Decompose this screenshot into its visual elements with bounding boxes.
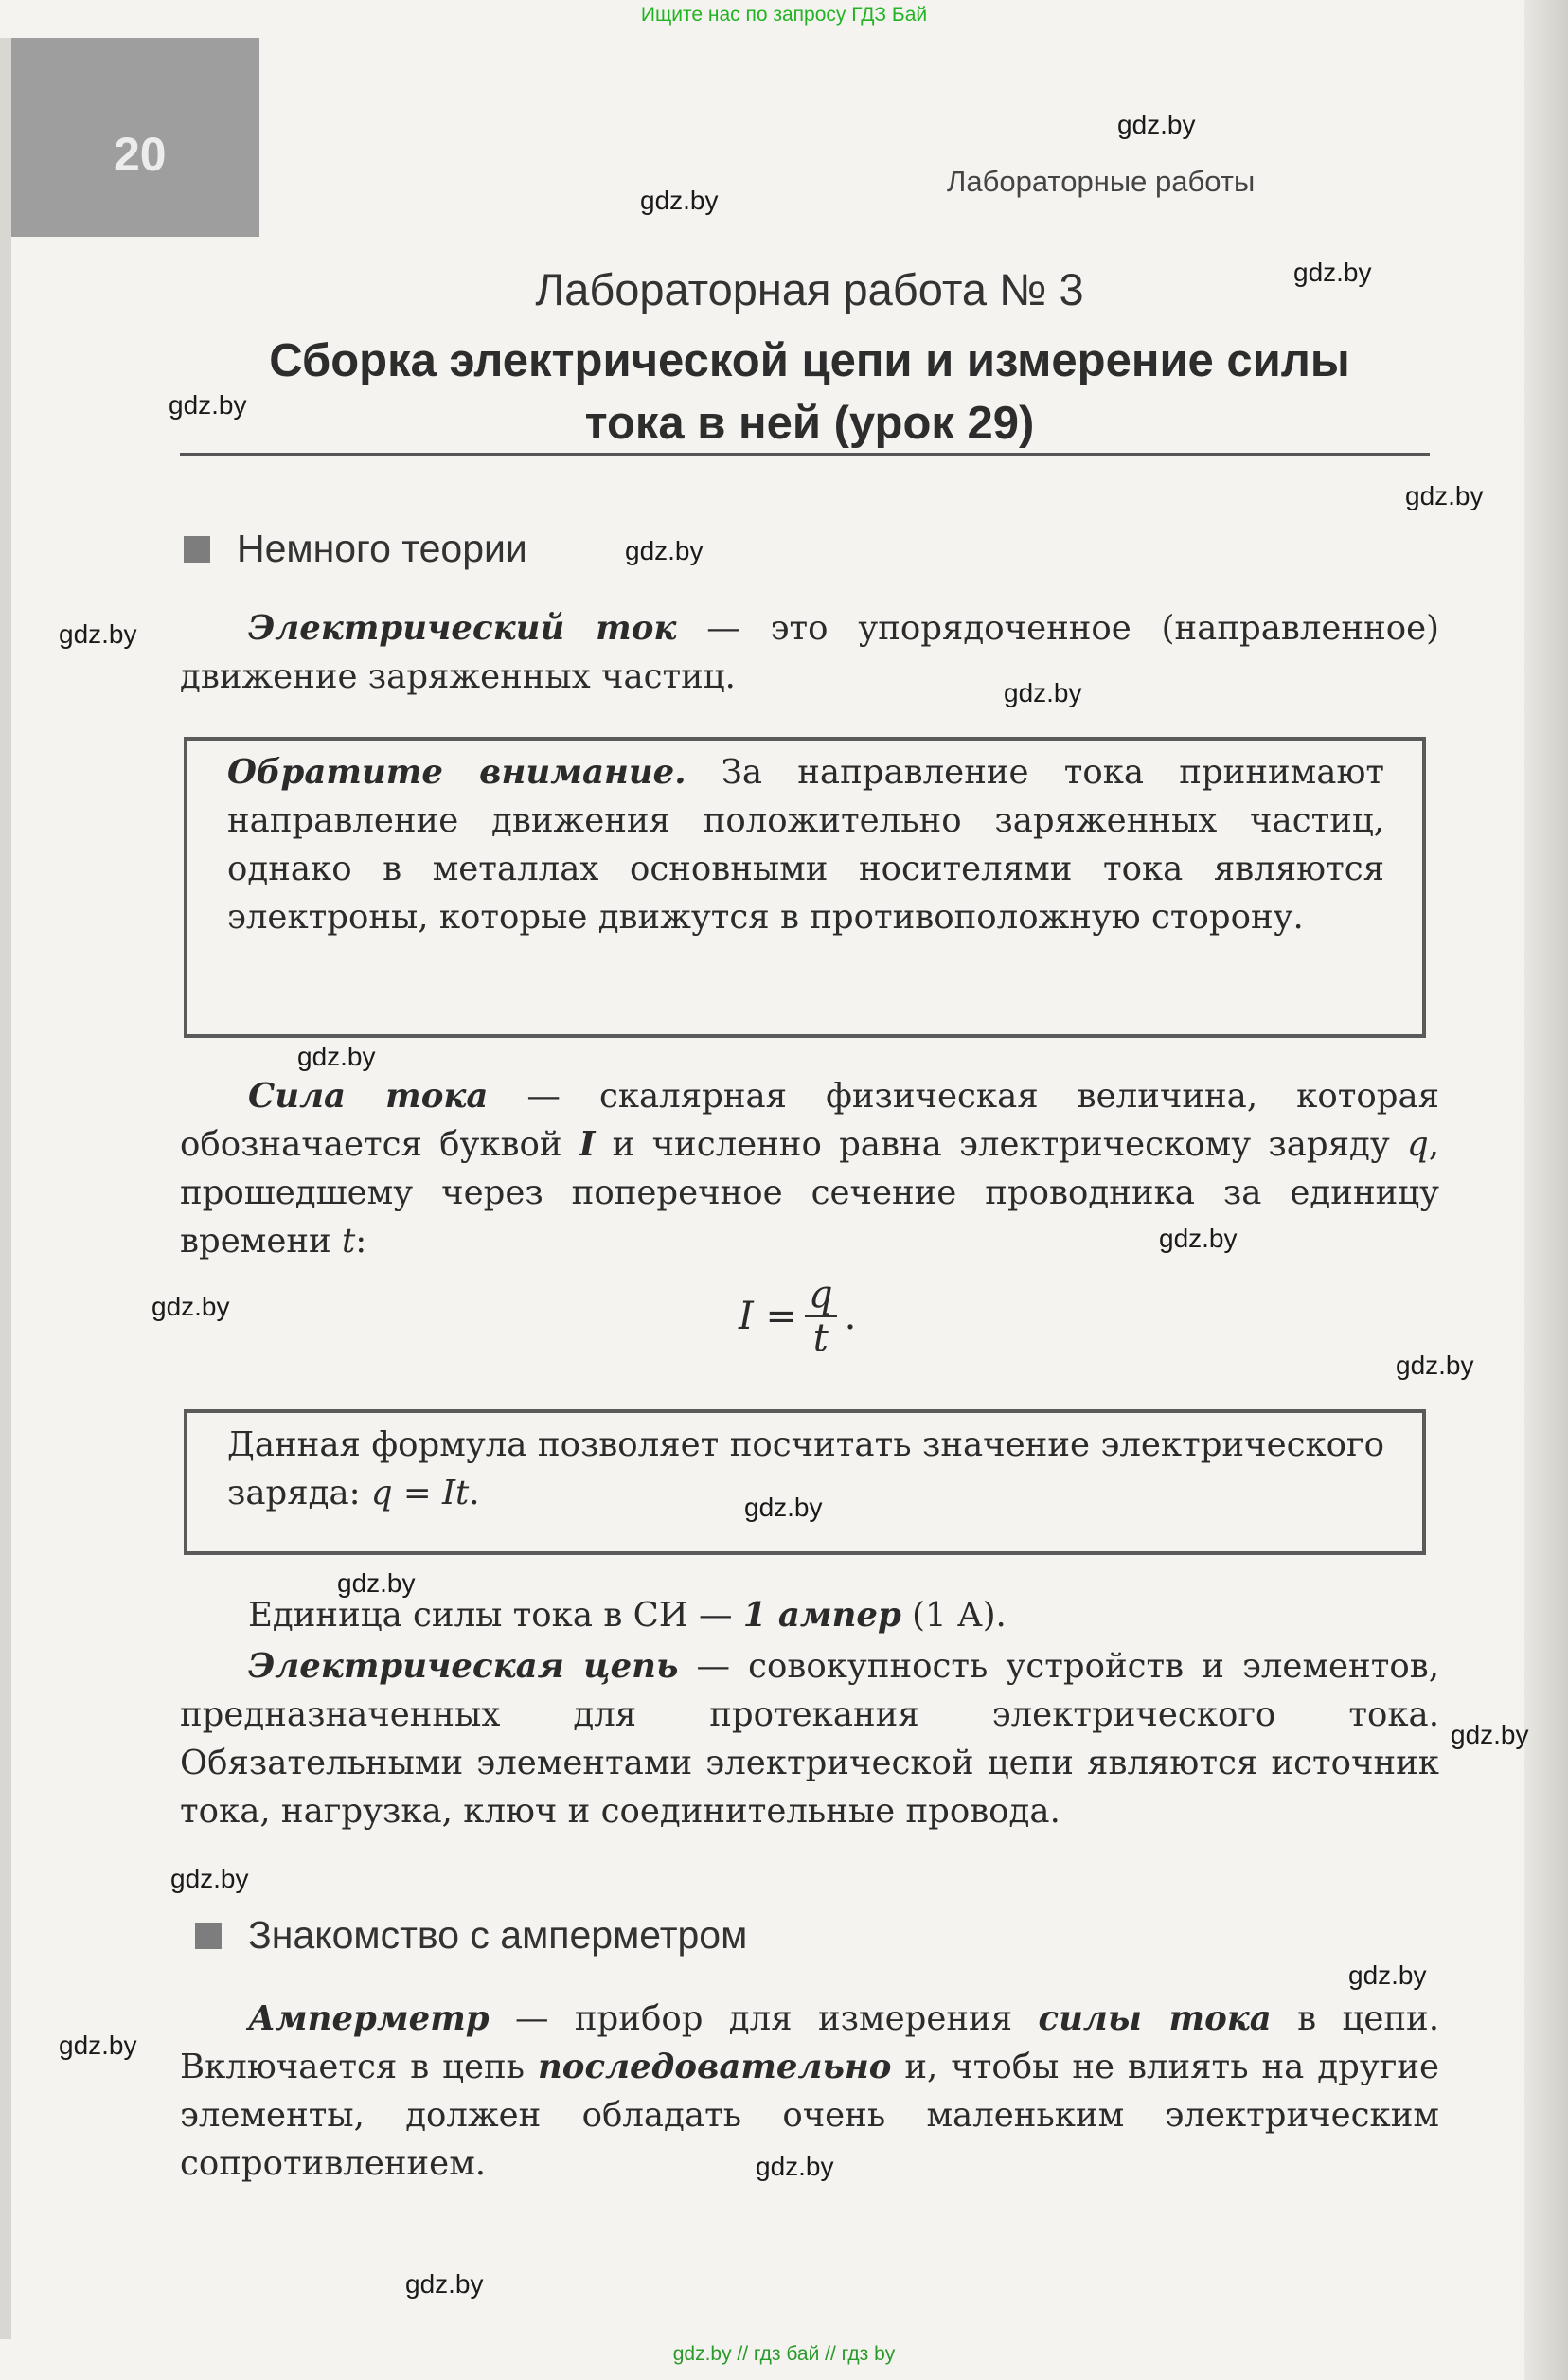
watermark: gdz.by — [151, 1292, 230, 1321]
paragraph-text: в цепи. Включается в цепь — [180, 1999, 1439, 2086]
section-heading-theory — [184, 527, 527, 571]
watermark: gdz.by — [640, 186, 719, 215]
term-circuit: Электрическая цепь — [248, 1647, 679, 1686]
formula-lhs: I = — [739, 1295, 798, 1338]
note-text-end: . — [469, 1474, 480, 1512]
watermark: gdz.by — [1348, 1960, 1427, 1990]
running-head: Лабораторные работы — [947, 165, 1256, 198]
paragraph-text: — совокупность устройств и элементов, предназначенных для протекания электрического тока. Обязательными элементами электрической цепи являются источник тока, нагрузка, ключ и соединительные провода. — [180, 1647, 1440, 1831]
section-marker-icon — [195, 1923, 222, 1949]
bottom-banner[interactable]: gdz.by // гдз бай // гдз by — [672, 2343, 896, 2365]
term-current-strength: силы тока — [1038, 1999, 1272, 2038]
note-text: За направление тока принимают направление движения положительно заряженных частиц, однако в металлах основными носителями тока являются электроны, которые движутся в противоположную сторону. — [227, 753, 1384, 937]
note-box-charge — [184, 1409, 1426, 1555]
paragraph-circuit — [180, 1642, 1439, 1835]
symbol-q: q — [1406, 1125, 1429, 1164]
title-rule — [180, 453, 1430, 456]
term-ampere: 1 ампер — [742, 1596, 901, 1635]
section-heading-text: Знакомство с амперметром — [248, 1913, 748, 1957]
lab-subtitle — [170, 330, 1449, 455]
formula-numerator: q — [805, 1274, 837, 1317]
paragraph-text: Единица силы тока в СИ — — [248, 1596, 743, 1635]
paragraph-text: — это упорядоченное (направленное) движение заряженных частиц. — [180, 609, 1439, 696]
lab-title: Лабораторная работа № 3 — [535, 264, 1084, 314]
page-right-edge — [1524, 0, 1568, 2380]
paragraph-text: — скалярная физическая величина, которая обозначается буквой — [180, 1077, 1440, 1164]
formula-current — [739, 1274, 856, 1359]
paragraph-text: — прибор для измерения — [489, 1999, 1039, 2038]
watermark: gdz.by — [1405, 481, 1484, 510]
watermark: gdz.by — [756, 2152, 834, 2181]
watermark: gdz.by — [744, 1493, 823, 1522]
note-text: Данная формула позволяет посчитать значение электрического заряда: — [227, 1425, 1384, 1512]
term-series: последовательно — [537, 2048, 892, 2086]
subtitle-line-2: тока в ней (урок 29) — [584, 398, 1035, 449]
watermark: gdz.by — [59, 2031, 137, 2060]
note-box-direction — [184, 737, 1426, 1038]
watermark: gdz.by — [169, 390, 247, 420]
watermark: gdz.by — [625, 536, 704, 565]
watermark: gdz.by — [297, 1042, 376, 1071]
symbol-I: I — [579, 1125, 596, 1164]
formula-denominator: t — [812, 1316, 829, 1360]
section-marker-icon — [184, 536, 210, 563]
paragraph-text: и численно равна электрическому заряду — [595, 1125, 1407, 1164]
watermark: gdz.by — [59, 619, 137, 649]
watermark: gdz.by — [337, 1568, 416, 1598]
watermark: gdz.by — [1396, 1351, 1474, 1380]
paragraph-text: , прошедшему через поперечное сечение проводника за единицу времени — [180, 1125, 1440, 1261]
watermark: gdz.by — [1117, 110, 1196, 139]
section-heading-ammeter — [195, 1913, 747, 1958]
symbol-t: t — [341, 1222, 356, 1261]
term-ammeter: Амперметр — [248, 1999, 490, 2038]
term-current-strength: Сила тока — [248, 1077, 489, 1116]
subtitle-line-1: Сборка электрической цепи и измерение силы — [269, 335, 1350, 386]
term-electric-current: Электрический ток — [248, 609, 677, 648]
formula-end: . — [844, 1295, 857, 1338]
section-heading-text: Немного теории — [237, 527, 527, 570]
formula-fraction — [805, 1274, 837, 1359]
paragraph-current-definition — [180, 604, 1439, 701]
note-label: Обратите внимание. — [227, 753, 686, 792]
watermark: gdz.by — [170, 1864, 249, 1893]
paragraph-current-strength — [180, 1072, 1439, 1265]
formula-charge: q = It — [370, 1474, 470, 1512]
page-number: 20 — [114, 128, 167, 181]
top-banner[interactable]: Ищите нас по запросу ГДЗ Бай — [640, 4, 928, 26]
page-left-edge — [0, 38, 11, 2339]
paragraph-text: (1 А). — [900, 1596, 1007, 1635]
watermark: gdz.by — [1293, 258, 1372, 287]
watermark: gdz.by — [405, 2269, 484, 2299]
paragraph-text: и, чтобы не влиять на другие элементы, должен обладать очень маленьким электрическим сопротивлением. — [180, 2048, 1439, 2183]
watermark: gdz.by — [1159, 1224, 1238, 1253]
watermark: gdz.by — [1451, 1720, 1529, 1749]
watermark: gdz.by — [1004, 678, 1082, 707]
paragraph-text: : — [355, 1222, 367, 1261]
